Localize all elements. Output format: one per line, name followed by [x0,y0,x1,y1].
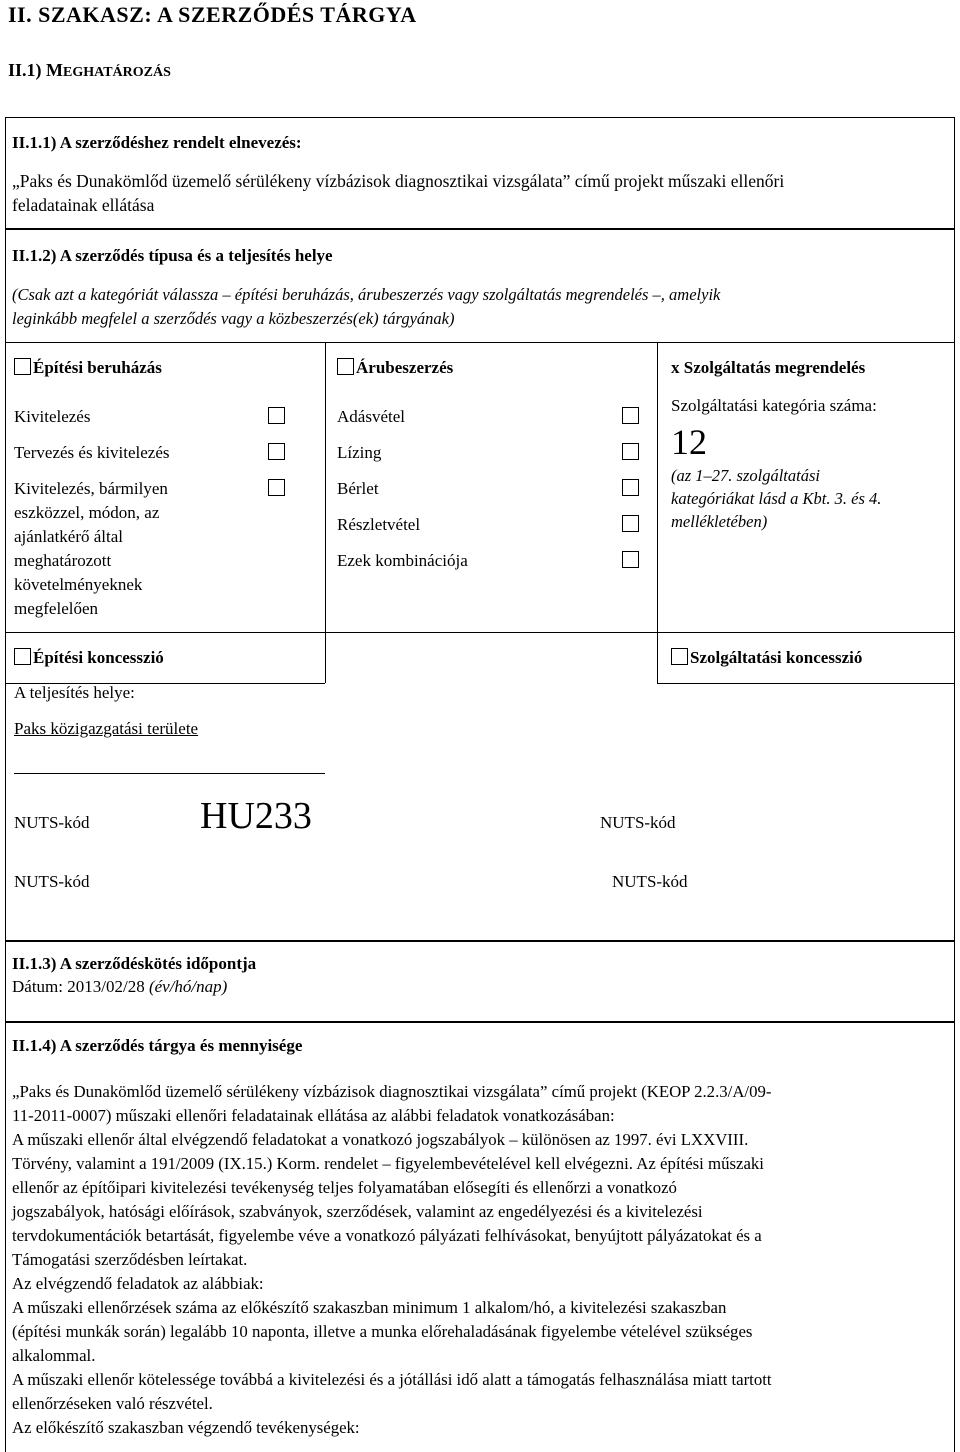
checkbox-icon[interactable] [671,648,688,665]
contract-subject-line: 11-2011-0007) műszaki ellenőri feladatainak ellátása az alábbi feladatok vonatkozásában: [12,1106,615,1125]
section-title: II. SZAKASZ: A SZERZŐDÉS TÁRGYA [8,2,417,27]
contract-date-line [12,975,227,999]
nuts-label: NUTS-kód [14,872,90,891]
subsection-rest: EGHATÁROZÁS [63,65,171,80]
contract-subject-line: Az előkészítő szakaszban végzendő tevékenységek: [12,1418,360,1437]
works-item-any-means-line: Kivitelezés, bármilyen [14,479,168,498]
contract-subject-line: Az elvégzendő feladatok az alábbiak: [12,1274,264,1293]
works-item-any-means-checkbox[interactable] [268,479,285,496]
service-category-hint-line: kategóriákat lásd a Kbt. 3. és 4. [671,489,882,508]
grid-line [5,342,955,343]
nuts-value: HU233 [200,795,312,837]
service-category-hint-line: (az 1–27. szolgáltatási [671,466,820,485]
nuts-label: NUTS-kód [14,813,90,832]
supplies-item-leasing-checkbox[interactable] [622,443,639,460]
contract-subject-line: A műszaki ellenőrzések száma az előkészítő szakaszban minimum 1 alkalom/hó, a kivitelezési szakaszban [12,1298,727,1317]
contract-subject-line: tervdokumentációk betartását, figyelembe véve a vonatkozó pályázati felhívásokat, benyújtott pályázatokat és a [12,1226,762,1245]
type-supplies-header[interactable] [337,356,453,380]
supplies-item-combination-checkbox[interactable] [622,551,639,568]
supplies-item-rental: Bérlet [337,479,379,498]
service-concession[interactable] [671,646,862,670]
place-value: Paks közigazgatási területe [14,719,199,738]
works-item-any-means-line: követelményeknek [14,575,143,594]
contract-subject-line: ellenőrzéseken való részvétel. [12,1394,213,1413]
subsection-title [8,60,171,81]
place-underline [14,773,325,774]
works-item-execution-checkbox[interactable] [268,407,285,424]
type-services-header: x Szolgáltatás megrendelés [671,358,866,377]
contract-subject-line: ellenőr az építőipari kivitelezési tevékenység teljes folyamatában elősegíti és ellenőrzi a vonatkozó [12,1178,677,1197]
works-item-any-means-line: megfelelően [14,599,99,618]
supplies-item-purchase: Adásvétel [337,407,405,426]
service-category-value: 12 [671,422,707,462]
contract-type-note-line2: leginkább megfelel a szerződés vagy a közbeszerzés(ek) tárgyának) [12,309,455,328]
works-item-design-execution-checkbox[interactable] [268,443,285,460]
contract-subject-line: jogszabályok, hatósági előírások, szabványok, szerződések, valamint az engedélyezési és a kivitelezési [12,1202,703,1221]
contract-name-line1: „Paks és Dunakömlőd üzemelő sérülékeny vízbázisok diagnosztikai vizsgálata” című projekt műszaki ellenőri [12,171,785,191]
nuts-label: NUTS-kód [612,872,688,891]
works-item-execution: Kivitelezés [14,407,91,426]
supplies-item-hire-purchase: Részletvétel [337,515,421,534]
works-item-any-means-line: meghatározott [14,551,112,570]
type-works-header[interactable] [14,356,162,380]
subsection-prefix: II.1) M [8,60,63,80]
contract-subject-line: (építési munkák során) legalább 10 naponta, illetve a munka előrehaladásának figyelembe vételével szükséges [12,1322,753,1341]
works-concession[interactable] [14,646,164,670]
supplies-item-leasing: Lízing [337,443,382,462]
contract-date-hint: (év/hó/nap) [148,977,228,996]
type-works-label: Építési beruházás [33,358,162,377]
contract-subject-line: Támogatási szerződésben leírtakat. [12,1250,248,1269]
contract-type-heading: II.1.2) A szerződés típusa és a teljesítés helye [12,246,333,265]
grid-line [325,342,326,683]
contract-name-heading: II.1.1) A szerződéshez rendelt elnevezés: [12,133,302,152]
type-supplies-label: Árubeszerzés [356,358,454,377]
works-item-any-means [14,477,168,621]
works-item-any-means-line: eszközzel, módon, az [14,503,160,522]
contract-type-note-line1: (Csak azt a kategóriát válassza – építési beruházás, árubeszerzés vagy szolgáltatás megrendelés –, amelyik [12,285,721,304]
checkbox-icon[interactable] [14,358,31,375]
supplies-item-hire-purchase-checkbox[interactable] [622,515,639,532]
grid-line [657,342,658,683]
contract-date-heading: II.1.3) A szerződéskötés időpontja [12,954,257,973]
contract-subject-line: A műszaki ellenőr által elvégzendő feladatokat a vonatkozó jogszabályok – különösen az 1997. évi LXXVIII. [12,1130,749,1149]
grid-line [657,683,955,684]
supplies-item-purchase-checkbox[interactable] [622,407,639,424]
nuts-label: NUTS-kód [600,813,676,832]
works-item-design-execution: Tervezés és kivitelezés [14,443,170,462]
works-item-any-means-line: ajánlatkérő által [14,527,124,546]
contract-subject-line: „Paks és Dunakömlőd üzemelő sérülékeny vízbázisok diagnosztikai vizsgálata” című projekt (KEOP 2.2.3/A/09- [12,1082,772,1101]
contract-name-line2: feladatainak ellátása [12,195,155,215]
grid-line [5,632,955,633]
contract-subject-line: alkalommal. [12,1346,96,1365]
service-concession-label: Szolgáltatási koncesszió [690,648,863,667]
contract-subject-body [12,1080,946,1440]
place-label: A teljesítés helye: [14,683,135,702]
contract-subject-heading: II.1.4) A szerződés tárgya és mennyisége [12,1036,303,1055]
contract-subject-line: A műszaki ellenőr kötelessége továbbá a kivitelezési és a jótállási idő alatt a támogatás felhasználása miatt tartott [12,1370,772,1389]
service-category-hint-line: mellékletében) [671,512,768,531]
contract-date-label: Dátum: 2013/02/28 [12,977,145,996]
service-category-hint [671,464,881,533]
supplies-item-combination: Ezek kombinációja [337,551,468,570]
supplies-item-rental-checkbox[interactable] [622,479,639,496]
checkbox-icon[interactable] [14,648,31,665]
contract-subject-line: Törvény, valamint a 191/2009 (IX.15.) Korm. rendelet – figyelembevételével kell elvégezni. Az építési műszaki [12,1154,764,1173]
service-category-label: Szolgáltatási kategória száma: [671,396,877,415]
works-concession-label: Építési koncesszió [33,648,164,667]
checkbox-icon[interactable] [337,358,354,375]
